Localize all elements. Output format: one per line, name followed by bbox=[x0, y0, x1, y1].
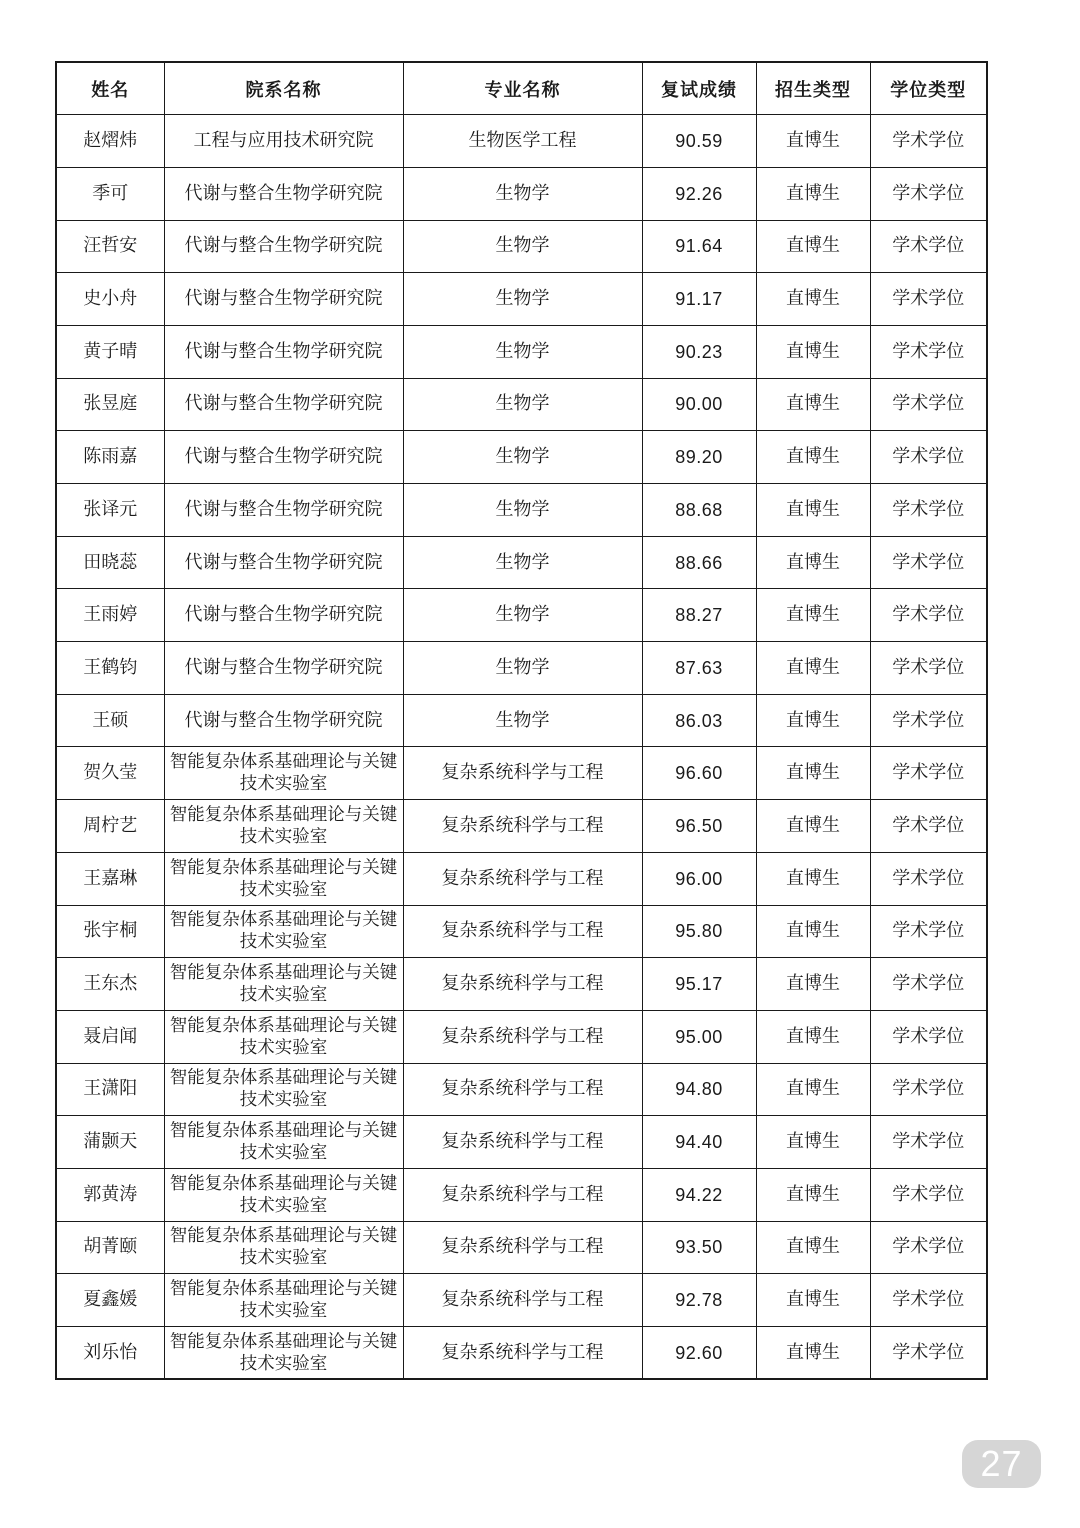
cell-major: 复杂系统科学与工程 bbox=[403, 1063, 642, 1116]
cell-major: 生物医学工程 bbox=[403, 115, 642, 168]
cell-name: 郭黄涛 bbox=[56, 1168, 164, 1221]
cell-enrollment-type: 直博生 bbox=[756, 642, 870, 695]
cell-enrollment-type: 直博生 bbox=[756, 167, 870, 220]
cell-department: 智能复杂体系基础理论与关键技术实验室 bbox=[164, 1010, 403, 1063]
cell-score: 91.17 bbox=[642, 273, 756, 326]
header-enrollment-type: 招生类型 bbox=[756, 62, 870, 115]
cell-major: 复杂系统科学与工程 bbox=[403, 800, 642, 853]
cell-department: 代谢与整合生物学研究院 bbox=[164, 642, 403, 695]
cell-department: 代谢与整合生物学研究院 bbox=[164, 325, 403, 378]
cell-degree-type: 学术学位 bbox=[870, 852, 987, 905]
cell-name: 田晓蕊 bbox=[56, 536, 164, 589]
cell-department: 代谢与整合生物学研究院 bbox=[164, 431, 403, 484]
cell-major: 复杂系统科学与工程 bbox=[403, 958, 642, 1011]
cell-name: 王潇阳 bbox=[56, 1063, 164, 1116]
cell-name: 聂启闻 bbox=[56, 1010, 164, 1063]
cell-name: 蒲颢天 bbox=[56, 1116, 164, 1169]
cell-score: 94.40 bbox=[642, 1116, 756, 1169]
cell-department: 智能复杂体系基础理论与关键技术实验室 bbox=[164, 905, 403, 958]
cell-name: 王雨婷 bbox=[56, 589, 164, 642]
cell-major: 复杂系统科学与工程 bbox=[403, 747, 642, 800]
cell-name: 王鹤钧 bbox=[56, 642, 164, 695]
cell-name: 刘乐怡 bbox=[56, 1327, 164, 1380]
cell-degree-type: 学术学位 bbox=[870, 536, 987, 589]
table-row bbox=[56, 800, 987, 853]
table-row bbox=[56, 536, 987, 589]
table-row bbox=[56, 905, 987, 958]
header-degree-type: 学位类型 bbox=[870, 62, 987, 115]
cell-name: 史小舟 bbox=[56, 273, 164, 326]
table-row bbox=[56, 273, 987, 326]
admission-results-table bbox=[55, 61, 988, 1380]
cell-name: 黄子晴 bbox=[56, 325, 164, 378]
header-major: 专业名称 bbox=[403, 62, 642, 115]
cell-major: 复杂系统科学与工程 bbox=[403, 1168, 642, 1221]
cell-enrollment-type: 直博生 bbox=[756, 800, 870, 853]
cell-major: 生物学 bbox=[403, 325, 642, 378]
cell-score: 88.27 bbox=[642, 589, 756, 642]
cell-major: 生物学 bbox=[403, 378, 642, 431]
cell-enrollment-type: 直博生 bbox=[756, 378, 870, 431]
cell-degree-type: 学术学位 bbox=[870, 1063, 987, 1116]
cell-enrollment-type: 直博生 bbox=[756, 1274, 870, 1327]
cell-department: 智能复杂体系基础理论与关键技术实验室 bbox=[164, 800, 403, 853]
cell-name: 张宇桐 bbox=[56, 905, 164, 958]
header-name: 姓名 bbox=[56, 62, 164, 115]
cell-degree-type: 学术学位 bbox=[870, 273, 987, 326]
cell-department: 代谢与整合生物学研究院 bbox=[164, 589, 403, 642]
cell-major: 生物学 bbox=[403, 642, 642, 695]
cell-enrollment-type: 直博生 bbox=[756, 1063, 870, 1116]
table-row bbox=[56, 1168, 987, 1221]
cell-major: 生物学 bbox=[403, 431, 642, 484]
cell-score: 90.23 bbox=[642, 325, 756, 378]
cell-score: 88.66 bbox=[642, 536, 756, 589]
cell-enrollment-type: 直博生 bbox=[756, 484, 870, 537]
cell-name: 张译元 bbox=[56, 484, 164, 537]
cell-enrollment-type: 直博生 bbox=[756, 1116, 870, 1169]
cell-score: 95.00 bbox=[642, 1010, 756, 1063]
cell-major: 复杂系统科学与工程 bbox=[403, 1221, 642, 1274]
cell-enrollment-type: 直博生 bbox=[756, 1221, 870, 1274]
cell-major: 复杂系统科学与工程 bbox=[403, 852, 642, 905]
cell-department: 智能复杂体系基础理论与关键技术实验室 bbox=[164, 1221, 403, 1274]
cell-name: 陈雨嘉 bbox=[56, 431, 164, 484]
table-row bbox=[56, 325, 987, 378]
cell-degree-type: 学术学位 bbox=[870, 115, 987, 168]
cell-name: 赵熠炜 bbox=[56, 115, 164, 168]
cell-enrollment-type: 直博生 bbox=[756, 958, 870, 1011]
cell-degree-type: 学术学位 bbox=[870, 1116, 987, 1169]
cell-enrollment-type: 直博生 bbox=[756, 852, 870, 905]
cell-major: 生物学 bbox=[403, 273, 642, 326]
cell-degree-type: 学术学位 bbox=[870, 167, 987, 220]
table-row bbox=[56, 1221, 987, 1274]
cell-degree-type: 学术学位 bbox=[870, 325, 987, 378]
cell-department: 智能复杂体系基础理论与关键技术实验室 bbox=[164, 1116, 403, 1169]
cell-degree-type: 学术学位 bbox=[870, 800, 987, 853]
cell-degree-type: 学术学位 bbox=[870, 1168, 987, 1221]
cell-score: 92.78 bbox=[642, 1274, 756, 1327]
cell-degree-type: 学术学位 bbox=[870, 378, 987, 431]
cell-major: 生物学 bbox=[403, 536, 642, 589]
table-row bbox=[56, 589, 987, 642]
cell-name: 王硕 bbox=[56, 694, 164, 747]
cell-score: 96.50 bbox=[642, 800, 756, 853]
cell-enrollment-type: 直博生 bbox=[756, 325, 870, 378]
cell-name: 张昱庭 bbox=[56, 378, 164, 431]
cell-name: 周柠艺 bbox=[56, 800, 164, 853]
cell-department: 智能复杂体系基础理论与关键技术实验室 bbox=[164, 852, 403, 905]
cell-score: 94.22 bbox=[642, 1168, 756, 1221]
cell-score: 87.63 bbox=[642, 642, 756, 695]
cell-major: 复杂系统科学与工程 bbox=[403, 905, 642, 958]
table-row bbox=[56, 167, 987, 220]
cell-degree-type: 学术学位 bbox=[870, 1221, 987, 1274]
cell-score: 88.68 bbox=[642, 484, 756, 537]
header-score: 复试成绩 bbox=[642, 62, 756, 115]
cell-name: 贺久莹 bbox=[56, 747, 164, 800]
cell-enrollment-type: 直博生 bbox=[756, 1168, 870, 1221]
cell-name: 王东杰 bbox=[56, 958, 164, 1011]
table-row bbox=[56, 1327, 987, 1380]
cell-score: 94.80 bbox=[642, 1063, 756, 1116]
table-row bbox=[56, 1010, 987, 1063]
cell-enrollment-type: 直博生 bbox=[756, 115, 870, 168]
table-row bbox=[56, 1274, 987, 1327]
cell-department: 代谢与整合生物学研究院 bbox=[164, 167, 403, 220]
cell-degree-type: 学术学位 bbox=[870, 694, 987, 747]
cell-enrollment-type: 直博生 bbox=[756, 747, 870, 800]
table-row bbox=[56, 220, 987, 273]
cell-degree-type: 学术学位 bbox=[870, 642, 987, 695]
cell-department: 工程与应用技术研究院 bbox=[164, 115, 403, 168]
cell-major: 复杂系统科学与工程 bbox=[403, 1274, 642, 1327]
cell-score: 93.50 bbox=[642, 1221, 756, 1274]
table-header-row bbox=[56, 62, 987, 115]
cell-department: 代谢与整合生物学研究院 bbox=[164, 694, 403, 747]
cell-enrollment-type: 直博生 bbox=[756, 536, 870, 589]
cell-degree-type: 学术学位 bbox=[870, 220, 987, 273]
cell-enrollment-type: 直博生 bbox=[756, 273, 870, 326]
cell-score: 92.60 bbox=[642, 1327, 756, 1380]
cell-degree-type: 学术学位 bbox=[870, 905, 987, 958]
cell-department: 代谢与整合生物学研究院 bbox=[164, 484, 403, 537]
table-row bbox=[56, 852, 987, 905]
cell-score: 96.60 bbox=[642, 747, 756, 800]
cell-department: 代谢与整合生物学研究院 bbox=[164, 273, 403, 326]
cell-degree-type: 学术学位 bbox=[870, 1010, 987, 1063]
table-row bbox=[56, 747, 987, 800]
page-number-badge: 27 bbox=[962, 1440, 1041, 1488]
cell-department: 智能复杂体系基础理论与关键技术实验室 bbox=[164, 1327, 403, 1380]
cell-department: 代谢与整合生物学研究院 bbox=[164, 378, 403, 431]
cell-degree-type: 学术学位 bbox=[870, 1327, 987, 1380]
cell-name: 王嘉琳 bbox=[56, 852, 164, 905]
cell-major: 复杂系统科学与工程 bbox=[403, 1010, 642, 1063]
cell-department: 智能复杂体系基础理论与关键技术实验室 bbox=[164, 1274, 403, 1327]
table-row bbox=[56, 484, 987, 537]
cell-score: 92.26 bbox=[642, 167, 756, 220]
cell-name: 夏鑫媛 bbox=[56, 1274, 164, 1327]
table-row bbox=[56, 431, 987, 484]
cell-department: 智能复杂体系基础理论与关键技术实验室 bbox=[164, 1168, 403, 1221]
table-row bbox=[56, 1063, 987, 1116]
cell-name: 季可 bbox=[56, 167, 164, 220]
cell-degree-type: 学术学位 bbox=[870, 1274, 987, 1327]
table-row bbox=[56, 958, 987, 1011]
cell-score: 95.17 bbox=[642, 958, 756, 1011]
cell-department: 代谢与整合生物学研究院 bbox=[164, 536, 403, 589]
table-row bbox=[56, 115, 987, 168]
cell-major: 生物学 bbox=[403, 589, 642, 642]
cell-degree-type: 学术学位 bbox=[870, 484, 987, 537]
table-body bbox=[56, 115, 987, 1380]
cell-score: 91.64 bbox=[642, 220, 756, 273]
cell-enrollment-type: 直博生 bbox=[756, 589, 870, 642]
cell-score: 86.03 bbox=[642, 694, 756, 747]
table-row bbox=[56, 694, 987, 747]
cell-major: 复杂系统科学与工程 bbox=[403, 1327, 642, 1380]
cell-department: 智能复杂体系基础理论与关键技术实验室 bbox=[164, 958, 403, 1011]
cell-major: 生物学 bbox=[403, 220, 642, 273]
cell-degree-type: 学术学位 bbox=[870, 589, 987, 642]
cell-score: 89.20 bbox=[642, 431, 756, 484]
cell-major: 复杂系统科学与工程 bbox=[403, 1116, 642, 1169]
table-row bbox=[56, 378, 987, 431]
cell-department: 代谢与整合生物学研究院 bbox=[164, 220, 403, 273]
cell-score: 95.80 bbox=[642, 905, 756, 958]
cell-enrollment-type: 直博生 bbox=[756, 431, 870, 484]
cell-score: 90.00 bbox=[642, 378, 756, 431]
cell-major: 生物学 bbox=[403, 694, 642, 747]
cell-enrollment-type: 直博生 bbox=[756, 1010, 870, 1063]
cell-department: 智能复杂体系基础理论与关键技术实验室 bbox=[164, 747, 403, 800]
cell-enrollment-type: 直博生 bbox=[756, 905, 870, 958]
table-row bbox=[56, 642, 987, 695]
cell-name: 汪哲安 bbox=[56, 220, 164, 273]
cell-degree-type: 学术学位 bbox=[870, 958, 987, 1011]
cell-enrollment-type: 直博生 bbox=[756, 220, 870, 273]
table-row bbox=[56, 1116, 987, 1169]
cell-score: 90.59 bbox=[642, 115, 756, 168]
cell-enrollment-type: 直博生 bbox=[756, 1327, 870, 1380]
cell-major: 生物学 bbox=[403, 167, 642, 220]
cell-degree-type: 学术学位 bbox=[870, 431, 987, 484]
cell-department: 智能复杂体系基础理论与关键技术实验室 bbox=[164, 1063, 403, 1116]
cell-degree-type: 学术学位 bbox=[870, 747, 987, 800]
header-department: 院系名称 bbox=[164, 62, 403, 115]
cell-score: 96.00 bbox=[642, 852, 756, 905]
cell-name: 胡菁颐 bbox=[56, 1221, 164, 1274]
cell-major: 生物学 bbox=[403, 484, 642, 537]
cell-enrollment-type: 直博生 bbox=[756, 694, 870, 747]
